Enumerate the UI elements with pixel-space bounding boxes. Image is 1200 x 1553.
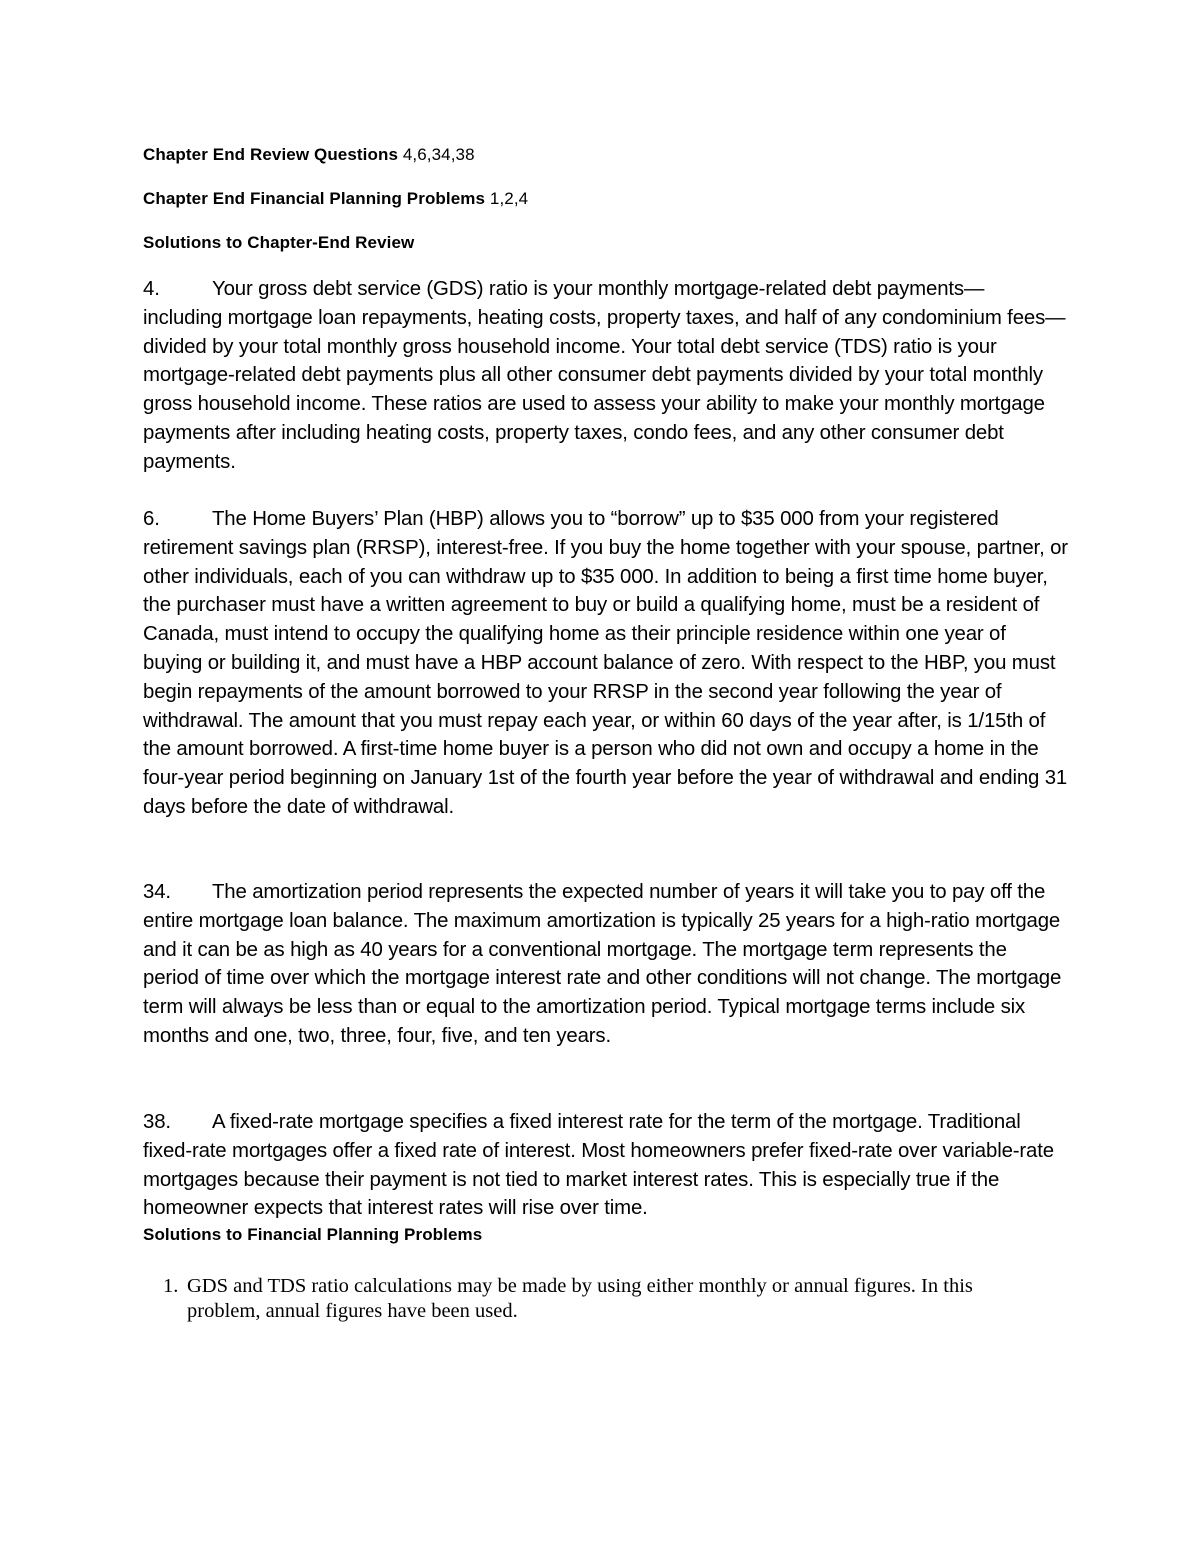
planning-problems-label: Chapter End Financial Planning Problems [143,189,486,208]
answer-text: A fixed-rate mortgage specifies a fixed interest rate for the term of the mortgage. Traditional fixed-rate mortgages offer a fixed rate of interest. Most homeowners prefer fixed-rate over variable-rate mortgages because their payment is not tied to market interest rates. This is especially true if the homeowner expects that interest rates will rise over time. [143,1111,1054,1220]
problem-number: 1. [163,1275,179,1297]
answer-number: 38. [143,1111,171,1133]
answer-text: The Home Buyers’ Plan (HBP) allows you to “borrow” up to $35 000 from your registered retirement savings plan (RRSP), interest-free. If you buy the home together with your spouse, partner, or other individuals, each of you can withdraw up to $35 000. In addition to being a first time home buyer, the purchaser must have a written agreement to buy or build a qualifying home, must be a resident of Canada, must intend to occupy the qualifying home as their principle residence within one year of buying or building it, and must have a HBP account balance of zero. With respect to the HBP, you must begin repayments of the amount borrowed to your RRSP in the second year following the year of withdrawal. The amount that you must repay each year, or within 60 days of the year after, is 1/15th of the amount borrowed. A first-time home buyer is a person who did not own and occupy a home in the four-year period beginning on January 1st of the fourth year before the year of withdrawal and ending 31 days before the date of withdrawal. [143,508,1068,818]
answer-number: 34. [143,881,171,903]
problem-1 [163,1274,1007,1323]
answer-38 [143,1108,1068,1223]
review-questions-label: Chapter End Review Questions [143,145,399,164]
planning-solutions-heading: Solutions to Financial Planning Problems [143,1225,483,1244]
planning-problems-numbers: 1,2,4 [489,189,529,208]
review-questions-numbers: 4,6,34,38 [402,145,475,164]
answer-text: The amortization period represents the expected number of years it will take you to pay off the entire mortgage loan balance. The maximum amortization is typically 25 years for a high-ratio mortgage and it can be as high as 40 years for a conventional mortgage. The mortgage term represents the period of time over which the mortgage interest rate and other conditions will not change. The mortgage term will always be less than or equal to the amortization period. Typical mortgage terms include six months and one, two, three, four, five, and ten years. [143,881,1062,1047]
answer-6 [143,505,1068,822]
review-questions-heading [143,145,475,165]
answer-number: 4. [143,278,160,300]
review-solutions-heading: Solutions to Chapter-End Review [143,233,415,252]
answer-34 [143,878,1068,1051]
answer-number: 6. [143,508,160,530]
answer-text: Your gross debt service (GDS) ratio is your monthly mortgage-related debt payments— including mortgage loan repayments, heating costs, property taxes, and half of any condominium fees—divided by your total monthly gross household income. Your total debt service (TDS) ratio is your mortgage-related debt payments plus all other consumer debt payments divided by your total monthly gross household income. These ratios are used to assess your ability to make your monthly mortgage payments after including heating costs, property taxes, condo fees, and any other consumer debt payments. [143,278,1066,473]
problem-text: GDS and TDS ratio calculations may be made by using either monthly or annual figures. In this problem, annual figures have been used. [187,1275,973,1322]
answer-4 [143,275,1068,477]
planning-problems-heading [143,189,528,209]
